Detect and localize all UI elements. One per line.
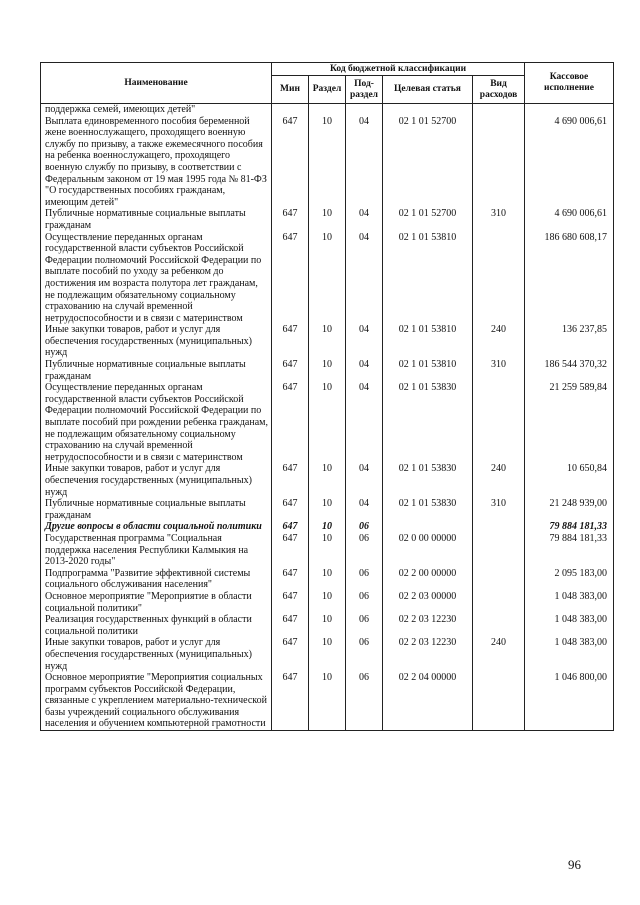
row-vid — [473, 591, 525, 614]
row-vid: 310 — [473, 359, 525, 382]
row-podrazdel: 06 — [346, 521, 383, 533]
row-vid — [473, 104, 525, 116]
row-min: 647 — [272, 637, 309, 672]
header-code-group: Код бюджетной классификации — [272, 63, 525, 76]
row-podrazdel: 04 — [346, 324, 383, 359]
row-amount: 1 048 383,00 — [525, 637, 614, 672]
row-razdel: 10 — [309, 382, 346, 463]
row-min: 647 — [272, 498, 309, 521]
row-name: Иные закупки товаров, работ и услуг для обеспечения государственных (муниципальных) нужд — [41, 324, 272, 359]
row-vid — [473, 521, 525, 533]
row-target: 02 1 01 53830 — [383, 498, 473, 521]
row-razdel: 10 — [309, 116, 346, 209]
row-amount: 21 259 589,84 — [525, 382, 614, 463]
row-min: 647 — [272, 324, 309, 359]
table-row — [41, 672, 614, 730]
row-target: 02 2 04 00000 — [383, 672, 473, 730]
row-razdel: 10 — [309, 568, 346, 591]
row-target: 02 1 01 53830 — [383, 463, 473, 498]
table-row — [41, 463, 614, 498]
row-amount: 10 650,84 — [525, 463, 614, 498]
row-razdel: 10 — [309, 498, 346, 521]
row-target: 02 2 03 12230 — [383, 614, 473, 637]
table-row — [41, 568, 614, 591]
row-target: 02 2 03 12230 — [383, 637, 473, 672]
row-target: 02 0 00 00000 — [383, 533, 473, 568]
row-min: 647 — [272, 382, 309, 463]
row-amount: 4 690 006,61 — [525, 208, 614, 231]
row-vid — [473, 672, 525, 730]
header-podrazdel: Под-раздел — [346, 76, 383, 104]
row-name: Публичные нормативные социальные выплаты гражданам — [41, 498, 272, 521]
row-target: 02 1 01 53810 — [383, 232, 473, 325]
row-min: 647 — [272, 672, 309, 730]
row-name: Основное мероприятие "Мероприятие в области социальной политики" — [41, 591, 272, 614]
row-name: Публичные нормативные социальные выплаты гражданам — [41, 208, 272, 231]
row-min: 647 — [272, 116, 309, 209]
row-razdel: 10 — [309, 208, 346, 231]
row-name: Выплата единовременного пособия беременной жене военнослужащего, проходящего военную службу по призыву, а также ежемесячного пособия на ребенка военнослужащего, проходящего военную службу по призыву, в соответствии с Федеральным законом от 19 мая 1995 года № 81-ФЗ "О государственных пособиях гражданам, имеющим детей" — [41, 116, 272, 209]
row-min: 647 — [272, 463, 309, 498]
row-amount: 2 095 183,00 — [525, 568, 614, 591]
row-min — [272, 104, 309, 116]
table-row — [41, 359, 614, 382]
row-min: 647 — [272, 521, 309, 533]
row-name: Реализация государственных функций в области социальной политики — [41, 614, 272, 637]
row-podrazdel: 06 — [346, 614, 383, 637]
row-podrazdel: 06 — [346, 637, 383, 672]
row-vid — [473, 382, 525, 463]
header-target: Целевая статья — [383, 76, 473, 104]
row-vid: 310 — [473, 208, 525, 231]
row-min: 647 — [272, 568, 309, 591]
row-podrazdel: 06 — [346, 568, 383, 591]
row-podrazdel: 06 — [346, 533, 383, 568]
row-podrazdel: 06 — [346, 672, 383, 730]
row-name: Осуществление переданных органам государственной власти субъектов Российской Федерации полномочий Российской Федерации по выплате пособий при рождении ребенка гражданам, не подлежащим обязательному социальному страхованию на случай временной нетрудоспособности и в связи с материнством — [41, 382, 272, 463]
row-target: 02 2 03 00000 — [383, 591, 473, 614]
row-amount: 1 048 383,00 — [525, 614, 614, 637]
header-cash: Кассовое исполнение — [525, 63, 614, 104]
row-vid: 310 — [473, 498, 525, 521]
row-target: 02 1 01 53830 — [383, 382, 473, 463]
row-name: Другие вопросы в области социальной политики — [41, 521, 272, 533]
row-vid — [473, 614, 525, 637]
row-podrazdel — [346, 104, 383, 116]
row-min: 647 — [272, 359, 309, 382]
table-row — [41, 382, 614, 463]
row-amount — [525, 104, 614, 116]
row-name: Подпрограмма "Развитие эффективной системы социального обслуживания населения" — [41, 568, 272, 591]
table-row — [41, 104, 614, 116]
row-name: Иные закупки товаров, работ и услуг для обеспечения государственных (муниципальных) нужд — [41, 637, 272, 672]
row-min: 647 — [272, 591, 309, 614]
row-vid — [473, 533, 525, 568]
row-name: Иные закупки товаров, работ и услуг для обеспечения государственных (муниципальных) нужд — [41, 463, 272, 498]
row-razdel: 10 — [309, 614, 346, 637]
table-row — [41, 116, 614, 209]
row-amount: 79 884 181,33 — [525, 533, 614, 568]
row-amount: 186 680 608,17 — [525, 232, 614, 325]
header-razdel: Раздел — [309, 76, 346, 104]
row-vid — [473, 232, 525, 325]
row-razdel: 10 — [309, 521, 346, 533]
row-podrazdel: 04 — [346, 359, 383, 382]
budget-table — [40, 62, 614, 731]
table-row — [41, 614, 614, 637]
row-podrazdel: 04 — [346, 498, 383, 521]
row-name: Публичные нормативные социальные выплаты гражданам — [41, 359, 272, 382]
row-razdel: 10 — [309, 463, 346, 498]
budget-report-page — [40, 62, 613, 731]
page-number: 96 — [568, 857, 581, 872]
table-row — [41, 232, 614, 325]
row-podrazdel: 04 — [346, 382, 383, 463]
row-podrazdel: 04 — [346, 116, 383, 209]
row-min: 647 — [272, 533, 309, 568]
row-name: Осуществление переданных органам государственной власти субъектов Российской Федерации полномочий Российской Федерации по выплате пособий по уходу за ребенком до достижения им возраста полутора лет гражданам, не подлежащим обязательному социальному страхованию на случай временной нетрудоспособности и в связи с материнством — [41, 232, 272, 325]
row-target — [383, 104, 473, 116]
table-row — [41, 637, 614, 672]
header-vid: Вид расходов — [473, 76, 525, 104]
header-name: Наименование — [41, 63, 272, 104]
row-amount: 21 248 939,00 — [525, 498, 614, 521]
table-row — [41, 591, 614, 614]
row-razdel: 10 — [309, 672, 346, 730]
row-target: 02 1 01 52700 — [383, 116, 473, 209]
row-amount: 1 048 383,00 — [525, 591, 614, 614]
row-vid: 240 — [473, 324, 525, 359]
row-vid: 240 — [473, 463, 525, 498]
row-podrazdel: 04 — [346, 232, 383, 325]
row-target: 02 1 01 53810 — [383, 324, 473, 359]
row-razdel: 10 — [309, 359, 346, 382]
row-razdel: 10 — [309, 591, 346, 614]
row-target — [383, 521, 473, 533]
row-razdel: 10 — [309, 232, 346, 325]
table-row — [41, 208, 614, 231]
table-row — [41, 533, 614, 568]
row-target: 02 1 01 53810 — [383, 359, 473, 382]
row-vid: 240 — [473, 637, 525, 672]
row-name: Основное мероприятие "Мероприятия социальных программ субъектов Российской Федерации, связанные с укреплением материально-технической базы учреждений социального обслуживания населения и обучением компьютерной грамотности — [41, 672, 272, 730]
row-name: Государственная программа "Социальная поддержка населения Республики Калмыкия на 2013-2020 годы" — [41, 533, 272, 568]
row-podrazdel: 04 — [346, 463, 383, 498]
row-vid — [473, 568, 525, 591]
header-min: Мин — [272, 76, 309, 104]
row-min: 647 — [272, 208, 309, 231]
row-razdel — [309, 104, 346, 116]
row-target: 02 1 01 52700 — [383, 208, 473, 231]
row-razdel: 10 — [309, 533, 346, 568]
row-target: 02 2 00 00000 — [383, 568, 473, 591]
table-row — [41, 521, 614, 533]
table-row — [41, 324, 614, 359]
table-row — [41, 498, 614, 521]
row-amount: 1 046 800,00 — [525, 672, 614, 730]
row-amount: 4 690 006,61 — [525, 116, 614, 209]
row-name: поддержка семей, имеющих детей" — [41, 104, 272, 116]
row-amount: 186 544 370,32 — [525, 359, 614, 382]
row-amount: 79 884 181,33 — [525, 521, 614, 533]
row-min: 647 — [272, 614, 309, 637]
table-body — [41, 104, 614, 731]
row-razdel: 10 — [309, 324, 346, 359]
row-min: 647 — [272, 232, 309, 325]
row-podrazdel: 06 — [346, 591, 383, 614]
row-podrazdel: 04 — [346, 208, 383, 231]
row-amount: 136 237,85 — [525, 324, 614, 359]
row-razdel: 10 — [309, 637, 346, 672]
row-vid — [473, 116, 525, 209]
